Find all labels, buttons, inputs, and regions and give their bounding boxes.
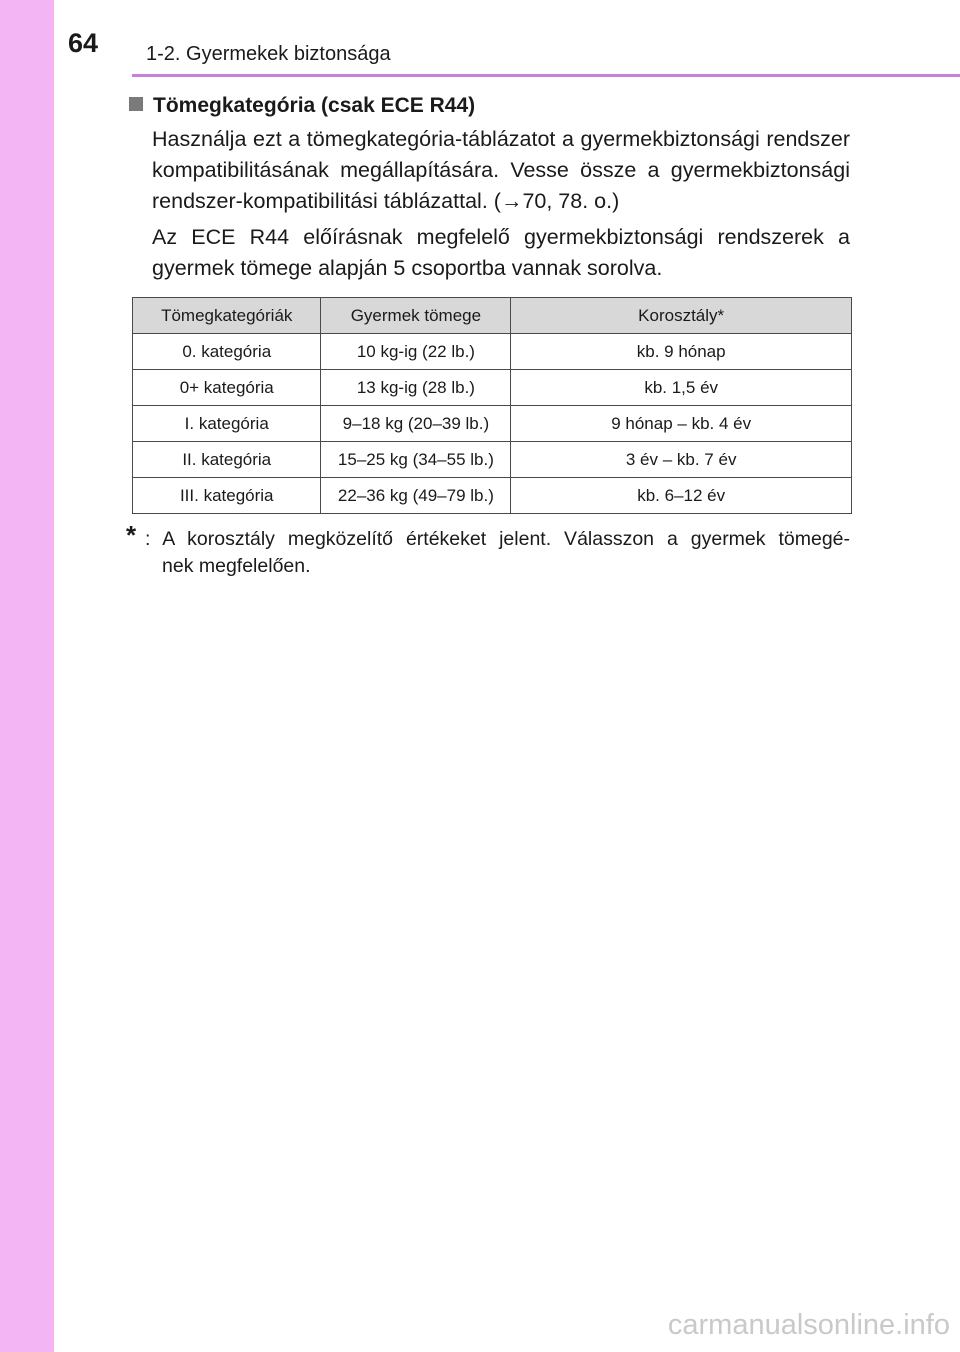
header-rule: [132, 74, 960, 77]
site-watermark: carmanualsonline.info: [667, 1309, 950, 1341]
intro-paragraph: [152, 124, 850, 217]
table-row: [133, 334, 852, 370]
table-header-cell: Korosztály*: [511, 298, 852, 334]
page-reference-link[interactable]: 70, 78. o.): [522, 189, 620, 213]
chapter-title: 1-2. Gyermekek biztonsága: [146, 43, 391, 65]
footnote-marker: *: [126, 520, 137, 550]
table-header-row: [133, 298, 852, 334]
table-row: [133, 442, 852, 478]
side-color-band: [0, 0, 54, 1352]
table-cell: II. kategória: [133, 442, 321, 478]
table-cell: I. kategória: [133, 406, 321, 442]
table-cell: kb. 6–12 év: [511, 478, 852, 514]
table-cell: 0+ kategória: [133, 370, 321, 406]
table-cell: 13 kg-ig (28 lb.): [321, 370, 511, 406]
table-row: [133, 370, 852, 406]
table-cell: 9 hónap – kb. 4 év: [511, 406, 852, 442]
footnote-line: : A korosztály megközelítő értékeket jelent. Válasszon a gyermek tömegé-: [145, 528, 850, 550]
weight-category-table: [132, 297, 852, 514]
table-cell: 15–25 kg (34–55 lb.): [321, 442, 511, 478]
table-header-cell: Gyermek tömege: [321, 298, 511, 334]
table-row: [133, 478, 852, 514]
footnote-line: nek megfelelően.: [162, 555, 311, 577]
table-cell: 22–36 kg (49–79 lb.): [321, 478, 511, 514]
page-reference-arrow-icon: →: [500, 189, 523, 213]
table-row: [133, 406, 852, 442]
table-cell: 9–18 kg (20–39 lb.): [321, 406, 511, 442]
table-cell: 0. kategória: [133, 334, 321, 370]
table-header-cell: Tömegkategóriák: [133, 298, 321, 334]
age-footnote: [126, 520, 850, 580]
table-cell: kb. 9 hónap: [511, 334, 852, 370]
intro-paragraph-text: Használja ezt a tömegkategória-táblázatot a gyermekbiztonsági rendszer kompatibilitásának megállapítására. Vesse össze a gyermekbiztonsági rendszer-kompatibilitási táblázattal. (: [152, 127, 850, 213]
section-heading-text: Tömegkategória (csak ECE R44): [153, 94, 476, 117]
section-heading: [129, 91, 475, 121]
table-cell: 3 év – kb. 7 év: [511, 442, 852, 478]
table-cell: III. kategória: [133, 478, 321, 514]
table-cell: 10 kg-ig (22 lb.): [321, 334, 511, 370]
table-cell: kb. 1,5 év: [511, 370, 852, 406]
groups-paragraph: Az ECE R44 előírásnak megfelelő gyermekbiztonsági rendszerek a gyermek tömege alapján 5 csoportba vannak sorolva.: [152, 225, 850, 280]
square-bullet-icon: [129, 97, 143, 111]
page-number: 64: [68, 28, 99, 58]
